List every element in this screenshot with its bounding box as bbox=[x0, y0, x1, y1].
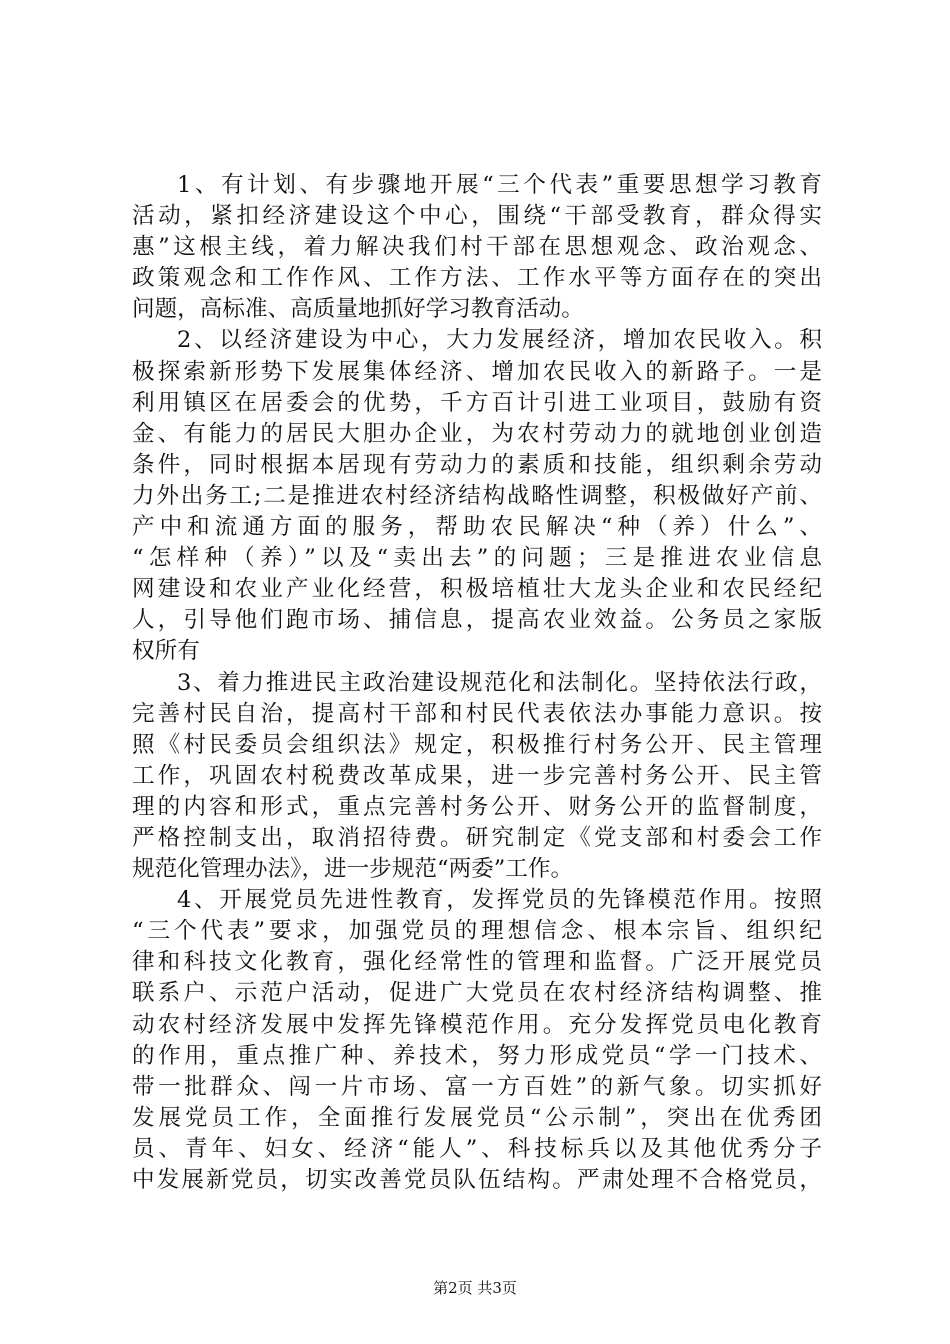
paragraph-line: 理的内容和形式，重点完善村务公开、财务公开的监督制度， bbox=[132, 793, 822, 820]
paragraph-line: 极探索新形势下发展集体经济、增加农民收入的新路子。一是 bbox=[132, 358, 822, 385]
paragraph-line: 完善村民自治，提高村干部和村民代表依法办事能力意识。按 bbox=[132, 700, 822, 727]
page-footer: 第2页 共3页 bbox=[433, 1279, 517, 1297]
paragraph-line: 4、开展党员先进性教育，发挥党员的先锋模范作用。按照 bbox=[177, 887, 822, 914]
paragraph-line: 工作，巩固农村税费改革成果，进一步完善村务公开、民主管 bbox=[132, 762, 822, 789]
paragraph-line: 利用镇区在居委会的优势，千方百计引进工业项目，鼓励有资 bbox=[132, 389, 822, 416]
paragraph-line: 权所有 bbox=[132, 638, 200, 665]
paragraph bbox=[132, 668, 822, 886]
paragraph-line: 1、有计划、有步骤地开展“三个代表”重要思想学习教育 bbox=[177, 172, 822, 198]
paragraph-line: 条件，同时根据本居现有劳动力的素质和技能，组织剩余劳动 bbox=[132, 451, 822, 478]
paragraph-line: “三个代表”要求，加强党员的理想信念、根本宗旨、组织纪 bbox=[132, 918, 822, 945]
paragraph-line: 问题，高标准、高质量地抓好学习教育活动。 bbox=[132, 296, 584, 323]
paragraph-line: 的作用，重点推广种、养技术，努力形成党员“学一门技术、 bbox=[132, 1042, 822, 1069]
paragraph bbox=[132, 885, 822, 1196]
paragraph-line: 中发展新党员，切实改善党员队伍结构。严肃处理不合格党员， bbox=[132, 1167, 822, 1193]
paragraph-line: 政策观念和工作作风、工作方法、工作水平等方面存在的突出 bbox=[132, 265, 822, 292]
paragraph-line: 律和科技文化教育，强化经常性的管理和监督。广泛开展党员 bbox=[132, 949, 822, 976]
paragraph-line: 金、有能力的居民大胆办企业，为农村劳动力的就地创业创造 bbox=[132, 420, 822, 447]
paragraph-line: 动农村经济发展中发挥先锋模范作用。充分发挥党员电化教育 bbox=[132, 1011, 822, 1038]
document-body bbox=[132, 170, 822, 1196]
paragraph-line: 力外出务工;二是推进农村经济结构战略性调整，积极做好产前、 bbox=[132, 482, 822, 509]
paragraph bbox=[132, 325, 822, 667]
paragraph-line: 发展党员工作，全面推行发展党员“公示制”，突出在优秀团 bbox=[132, 1104, 822, 1131]
paragraph-line: 活动，紧扣经济建设这个中心，围绕“干部受教育，群众得实 bbox=[132, 203, 822, 230]
paragraph-line: 产中和流通方面的服务，帮助农民解决“种（养）什么”、 bbox=[132, 514, 822, 541]
paragraph-line: 照《村民委员会组织法》规定，积极推行村务公开、民主管理 bbox=[132, 731, 822, 758]
paragraph-line: 联系户、示范户活动，促进广大党员在农村经济结构调整、推 bbox=[132, 980, 822, 1007]
paragraph-line: 网建设和农业产业化经营，积极培植壮大龙头企业和农民经纪 bbox=[132, 576, 822, 603]
paragraph-line: 规范化管理办法》，进一步规范“两委”工作。 bbox=[132, 856, 574, 883]
paragraph-line: 人，引导他们跑市场、捕信息，提高农业效益。公务员之家版 bbox=[132, 607, 822, 634]
paragraph-line: “怎样种（养）”以及“卖出去”的问题；三是推进农业信息 bbox=[132, 545, 822, 572]
paragraph-line: 2、以经济建设为中心，大力发展经济，增加农民收入。积 bbox=[177, 327, 822, 354]
paragraph-line: 3、着力推进民主政治建设规范化和法制化。坚持依法行政， bbox=[177, 669, 822, 696]
paragraph-line: 员、青年、妇女、经济“能人”、科技标兵以及其他优秀分子 bbox=[132, 1135, 822, 1162]
paragraph-line: 惠”这根主线，着力解决我们村干部在思想观念、政治观念、 bbox=[132, 234, 822, 261]
paragraph bbox=[132, 170, 822, 325]
paragraph-line: 严格控制支出，取消招待费。研究制定《党支部和村委会工作 bbox=[132, 824, 822, 851]
paragraph-line: 带一批群众、闯一片市场、富一方百姓”的新气象。切实抓好 bbox=[132, 1073, 822, 1100]
